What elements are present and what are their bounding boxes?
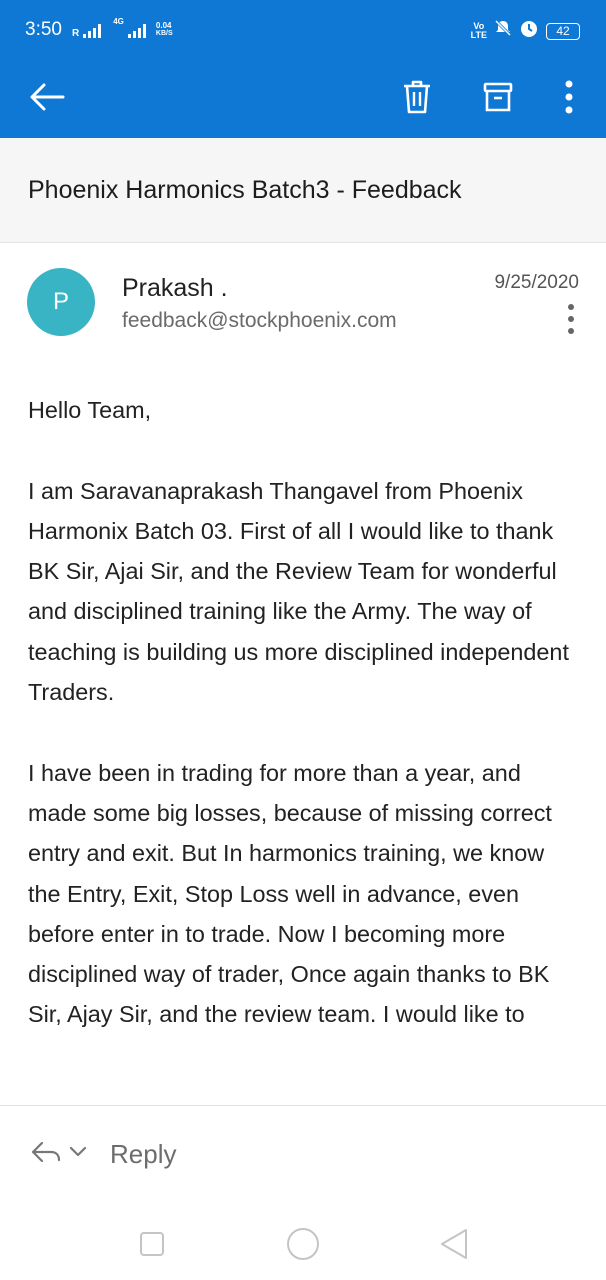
arrow-left-icon[interactable] xyxy=(22,72,72,122)
divider xyxy=(0,1105,606,1106)
network-speed: 0.04 KB/S xyxy=(155,21,173,37)
mute-icon xyxy=(494,19,512,43)
message-more-icon[interactable] xyxy=(556,302,586,336)
status-bar xyxy=(0,0,606,58)
status-time: 3:50 xyxy=(25,19,62,40)
more-vertical-icon[interactable] xyxy=(544,72,594,122)
signal-indicators xyxy=(72,18,173,38)
email-subject: Phoenix Harmonics Batch3 - Feedback xyxy=(28,176,462,204)
reply-bar[interactable] xyxy=(30,1132,176,1176)
avatar[interactable]: P xyxy=(27,268,95,336)
status-right-icons xyxy=(471,18,580,44)
app-toolbar xyxy=(0,58,606,138)
sender-name[interactable]: Prakash . xyxy=(122,274,228,302)
email-paragraph: I am Saravanaprakash Thangavel from Phoenix Harmonix Batch 03. First of all I would like to thank BK Sir, Ajai Sir, and the Review Team for wonderful and disciplined training like the Army. The way of teaching is building us more disciplined independent Traders. xyxy=(28,477,569,706)
recent-apps-icon[interactable] xyxy=(132,1224,172,1264)
chevron-down-icon[interactable] xyxy=(68,1145,88,1164)
reply-arrow-icon[interactable] xyxy=(30,1139,62,1170)
signal-icon xyxy=(128,24,146,38)
back-nav-icon[interactable] xyxy=(434,1224,474,1264)
volte-icon: Vo LTE xyxy=(470,21,487,40)
subject-bar xyxy=(0,138,606,243)
sender-email[interactable]: feedback@stockphoenix.com xyxy=(122,309,397,332)
email-body xyxy=(28,390,578,1105)
message-date: 9/25/2020 xyxy=(494,272,579,293)
network-type-label: 4G xyxy=(113,17,124,26)
trash-icon[interactable] xyxy=(392,72,442,122)
email-paragraph: I have been in trading for more than a year, and made some big losses, because of missing correct entry and exit. But In harmonics training, we know the Entry, Exit, Stop Loss well in advance, even before enter in to trade. Now I becoming more disciplined way of trader, Once again thanks to BK Sir, Ajay Sir, and the review team. I would like to xyxy=(28,759,552,1028)
reply-button[interactable]: Reply xyxy=(110,1138,177,1169)
system-nav-bar xyxy=(0,1206,606,1280)
battery-icon: 42 xyxy=(546,23,580,40)
signal-icon xyxy=(83,24,101,38)
alarm-icon xyxy=(519,18,539,44)
email-paragraph: Hello Team, xyxy=(28,397,152,423)
roaming-label: R xyxy=(72,28,80,39)
archive-icon[interactable] xyxy=(473,72,523,122)
home-icon[interactable] xyxy=(283,1224,323,1264)
